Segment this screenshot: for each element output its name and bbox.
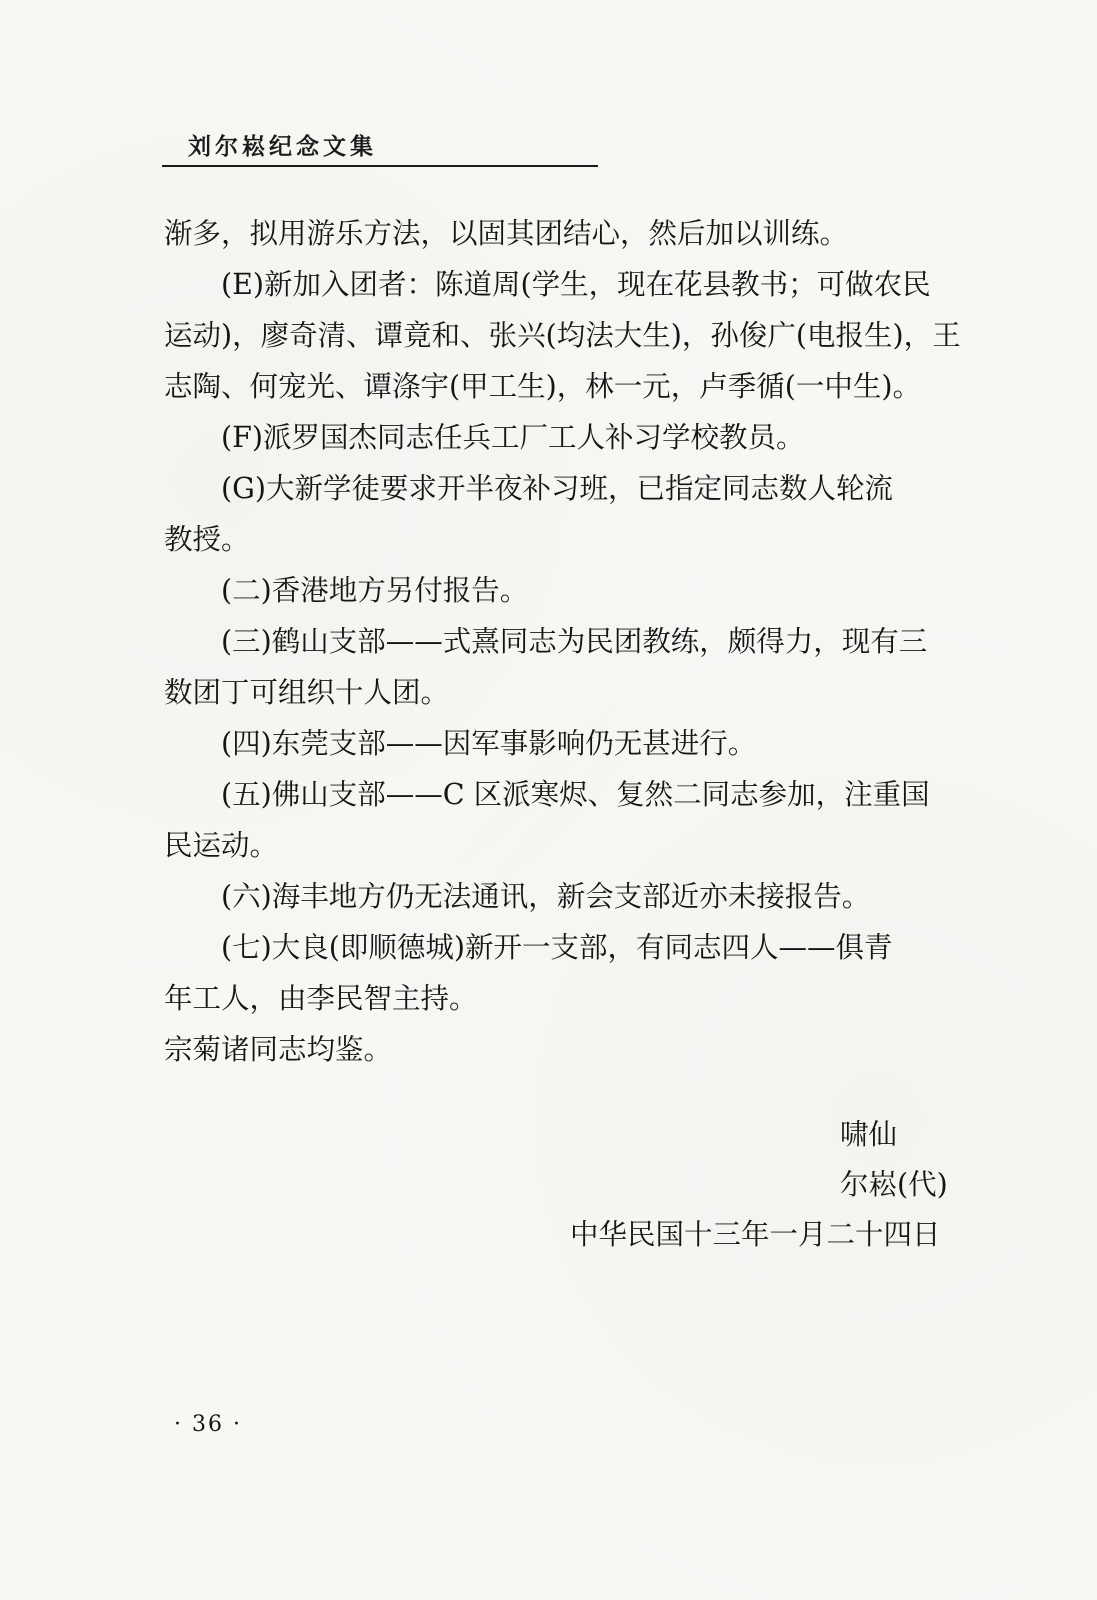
text-line: (G)大新学徒要求开半夜补习班，已指定同志数人轮流 [221,472,894,505]
text-line: (三)鹤山支部——式熹同志为民团教练，颇得力，现有三 [221,625,928,658]
text-line: (四)东莞支部——因军事影响仍无甚进行。 [221,727,757,760]
text-line: (二)香港地方另付报告。 [221,574,529,607]
text-line: 教授。 [164,523,250,556]
text-line: 志陶、何宠光、谭涤宇(甲工生)，林一元，卢季循(一中生)。 [164,370,921,403]
text-line: 渐多，拟用游乐方法，以固其团结心，然后加以训练。 [164,217,849,250]
signature-name-2: 尔崧(代) [840,1168,948,1201]
text-line: (六)海丰地方仍无法通讯，新会支部近亦未接报告。 [221,880,871,913]
text-line: 数团丁可组织十人团。 [164,676,450,709]
running-head-title: 刘尔崧纪念文集 [188,133,377,160]
text-line: 运动)，廖奇清、谭竟和、张兴(均法大生)，孙俊广(电报生)，王 [164,319,961,352]
signature-date: 中华民国十三年一月二十四日 [570,1218,941,1251]
body-text [164,208,970,1075]
page-number: · 36 · [174,1412,242,1437]
text-line: (七)大良(即顺德城)新开一支部，有同志四人——俱青 [221,931,893,964]
text-line: (F)派罗国杰同志任兵工厂工人补习学校教员。 [221,421,805,454]
text-line: (E)新加入团者：陈道周(学生，现在花县教书；可做农民 [221,268,931,301]
text-line: 年工人，由李民智主持。 [164,982,478,1015]
text-line: 民运动。 [164,829,279,862]
text-line: 宗菊诸同志均鉴。 [164,1033,393,1066]
header-rule [162,165,598,167]
text-line: (五)佛山支部——C 区派寒烬、复然二同志参加，注重国 [221,778,930,811]
signature-name-1: 啸仙 [840,1118,898,1151]
